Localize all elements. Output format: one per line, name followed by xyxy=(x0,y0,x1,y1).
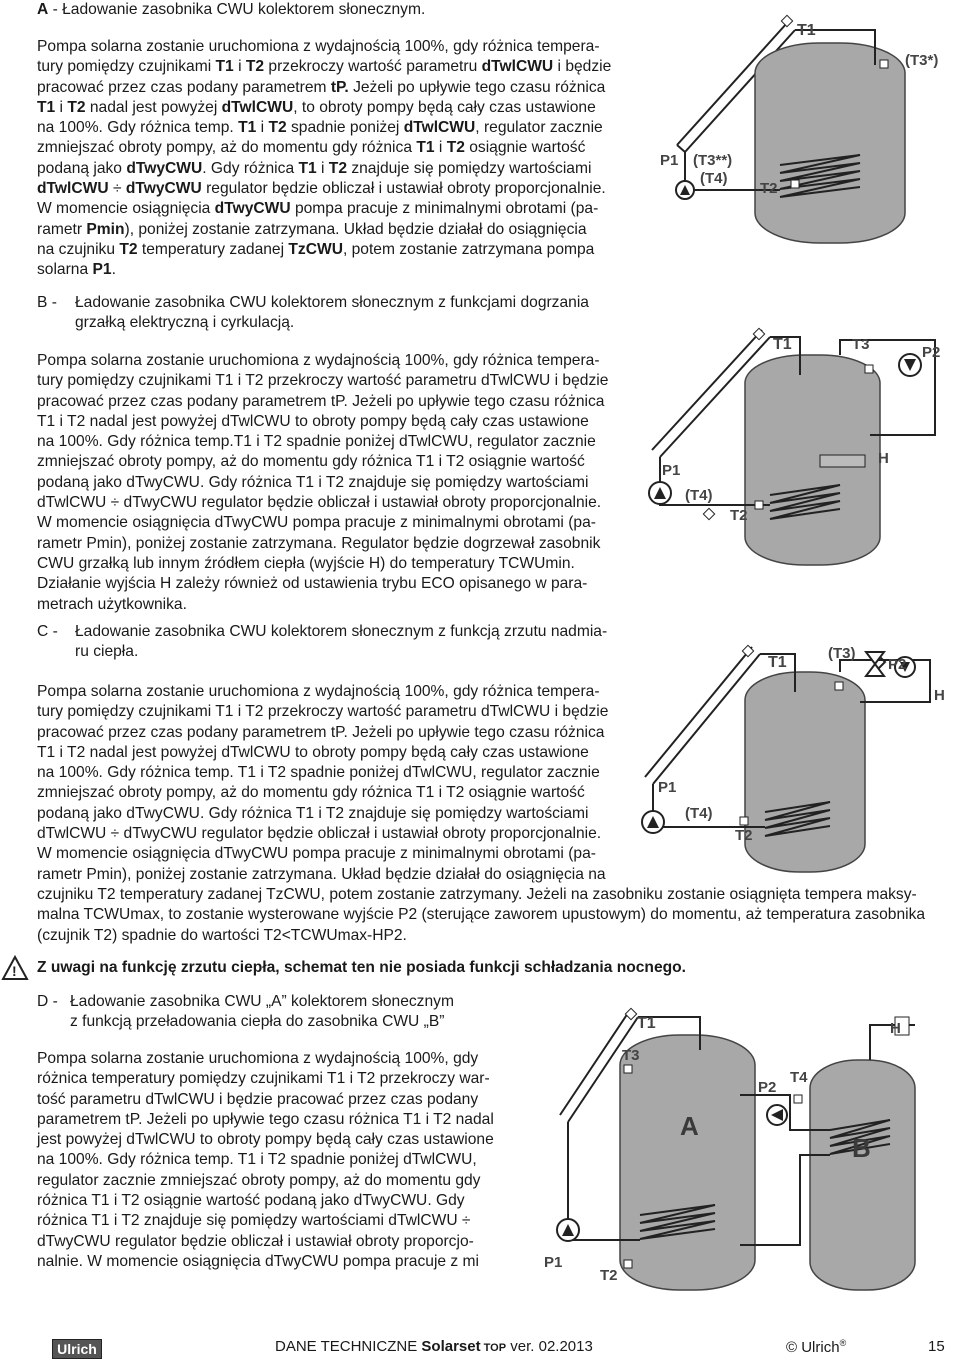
svg-text:T2: T2 xyxy=(730,507,748,524)
svg-text:T4: T4 xyxy=(790,1069,808,1086)
svg-text:H: H xyxy=(934,687,945,704)
svg-text:T2: T2 xyxy=(735,827,753,844)
svg-text:(T3): (T3) xyxy=(828,645,856,662)
diagram-a xyxy=(655,5,955,255)
tank-a xyxy=(755,43,905,243)
svg-text:(T3**): (T3**) xyxy=(693,152,733,169)
section-b-letter: B - xyxy=(37,294,57,311)
section-a-paragraph: Pompa solarna zostanie uruchomiona z wydajnością 100%, gdy różnica tempera- tury pomiędzy czujnikami T1 i T2 przekroczy wartość parametru dTwlCWU i będzie pracować przez czas podany parametrem tP. Jeżeli po upływie tego czasu różnica T1 i T2 nadal jest powyżej dTwlCWU, to obroty pompy będą cały czas ustawione na 100%. Gdy różnica temp. T1 i T2 spadnie poniżej dTwlCWU, regulator zacznie zmniejszać obroty pompy, aż do momentu gdy różnica T1 i T2 osiągnie wartość podaną jako dTwyCWU. Gdy różnica T1 i T2 znajduje się pomiędzy wartościami dTwlCWU ÷ dTwyCWU regulator będzie obliczał i ustawiał obroty proporcjonalnie. W momencie osiągnięcia dTwyCWU pompa pracuje z minimalnymi obrotami (pa- rametr Pmin), poniżej zostanie zatrzymana. Układ będzie działał do osiągnięcia na czujniku T2 temperatury zadanej TzCWU, potem zostanie zatrzymana pompa solarna P1. xyxy=(37,38,612,279)
section-a-heading xyxy=(37,0,425,20)
svg-text:P1: P1 xyxy=(544,1254,563,1271)
svg-text:T1: T1 xyxy=(773,336,792,353)
svg-text:P2: P2 xyxy=(758,1079,777,1096)
ulrich-logo: Ulrich xyxy=(52,1339,102,1359)
footer-copyright: © Ulrich® xyxy=(786,1338,847,1356)
section-c-title: Ładowanie zasobnika CWU kolektorem słonecznym z funkcją zrzutu nadmia- ru ciepła. xyxy=(75,623,608,660)
svg-text:T1: T1 xyxy=(768,654,787,671)
page-number: 15 xyxy=(928,1338,945,1355)
section-b-title: Ładowanie zasobnika CWU kolektorem słonecznym z funkcjami dogrzania grzałką elektryczną i cyrkulacją. xyxy=(75,294,589,331)
svg-text:A: A xyxy=(680,1111,699,1141)
section-d-heading xyxy=(37,992,58,1012)
warning-text: Z uwagi na funkcję zrzutu ciepła, schemat ten nie posiada funkcji schładzania nocnego. xyxy=(37,959,687,976)
svg-text:H: H xyxy=(878,450,889,467)
svg-text:P1: P1 xyxy=(662,462,681,479)
svg-text:T3: T3 xyxy=(622,1047,640,1064)
section-d-letter: D - xyxy=(37,993,58,1010)
svg-text:P1: P1 xyxy=(658,779,677,796)
section-a-letter: A xyxy=(37,1,49,18)
svg-text:(T4): (T4) xyxy=(700,170,728,187)
section-c-paragraph: Pompa solarna zostanie uruchomiona z wydajnością 100%, gdy różnica tempera- tury pomiędzy czujnikami T1 i T2 przekroczy wartość parametru dTwlCWU i będzie pracować przez czas podany parametrem tP. Jeżeli po upływie tego czasu różnica T1 i T2 nadal jest powyżej dTwlCWU to obroty pompy będą cały czas ustawione na 100%. Gdy różnica temp. T1 i T2 spadnie poniżej dTwlCWU, regulator zacznie zmniejszać obroty pompy, aż do momentu gdy różnica T1 i T2 osiągnie wartość podaną jako dTwyCWU. Gdy różnica T1 i T2 znajduje się pomiędzy wartościami dTwlCWU ÷ dTwyCWU regulator będzie obliczał i ustawiał obroty proporcjonalnie. W momencie osiągnięcia dTwyCWU pompa pracuje z minimalnymi obrotami (pa- rametr Pmin), poniżej zostanie zatrzymana. Układ będzie działał do osiągnięcia na xyxy=(37,683,609,883)
diagram-c xyxy=(630,642,950,867)
section-c-letter: C - xyxy=(37,623,58,640)
section-d-title: Ładowanie zasobnika CWU „A” kolektorem słonecznym z funkcją przeładowania ciepła do zasobnika CWU „B” xyxy=(70,993,454,1030)
svg-text:P2: P2 xyxy=(922,344,941,361)
svg-text:(T4): (T4) xyxy=(685,487,713,504)
svg-text:P2: P2 xyxy=(888,656,907,673)
svg-text:T2: T2 xyxy=(760,180,778,197)
diagram-b xyxy=(640,325,950,575)
svg-text:(T3*): (T3*) xyxy=(905,52,939,69)
section-a-title: - Ładowanie zasobnika CWU kolektorem słonecznym. xyxy=(52,1,426,18)
tank-c xyxy=(745,672,865,872)
section-b-paragraph: Pompa solarna zostanie uruchomiona z wydajnością 100%, gdy różnica tempera- tury pomiędzy czujnikami T1 i T2 przekroczy wartość parametru dTwlCWU i będzie pracować przez czas podany parametrem tP. Jeżeli po upływie tego czasu różnica T1 i T2 nadal jest powyżej dTwlCWU to obroty pompy będą cały czas ustawione na 100%. Gdy różnica temp.T1 i T2 spadnie poniżej dTwlCWU, regulator zacznie zmniejszać obroty pompy, aż do momentu gdy różnica T1 i T2 osiągnie wartość podaną jako dTwyCWU. Gdy różnica T1 i T2 znajduje się pomiędzy wartościami dTwlCWU ÷ dTwyCWU regulator będzie obliczał i ustawiał obroty proporcjonalnie. W momencie osiągnięcia dTwyCWU pompa pracuje z minimalnymi obrotami (pa- rametr Pmin), poniżej zostanie zatrzymana. Regulator będzie dogrzewał zasobnik CWU grzałką lub innym źródłem ciepła (wyjście H) do temperatury TCWUmin. Działanie wyjścia H zależy również od ustawienia trybu ECO opisanego w para- metrach użytkownika. xyxy=(37,352,609,613)
footer-title: DANE TECHNICZNE Solarset TOP ver. 02.2013 xyxy=(275,1338,593,1355)
svg-text:H: H xyxy=(890,1020,901,1037)
svg-text:T1: T1 xyxy=(797,22,816,39)
warning-icon xyxy=(2,956,28,980)
svg-text:T1: T1 xyxy=(637,1015,656,1032)
svg-text:(T4): (T4) xyxy=(685,805,713,822)
heater-icon xyxy=(820,455,865,467)
section-c-heading xyxy=(37,622,58,642)
svg-text:B: B xyxy=(852,1133,871,1163)
section-c-paragraph-wide: czujniku T2 temperatury zadanej TzCWU, potem zostanie zatrzymany. Jeżeli na zasobniku zostanie osiągnięta tempera maksy- malna TCWUmax, to zostanie wysterowane wyjście P2 (sterujące zaworem upustowym) do momentu, aż temperatura zasobnika (czujnik T2) spadnie do wartości T2<TCWUmax-HP2. xyxy=(37,886,926,944)
svg-text:T3: T3 xyxy=(852,336,870,353)
svg-text:T2: T2 xyxy=(600,1267,618,1284)
tank-a-d xyxy=(620,1035,755,1290)
section-d-paragraph: Pompa solarna zostanie uruchomiona z wydajnością 100%, gdy różnica temperatury pomiędzy czujnikami T1 i T2 przekroczy war- tość parametru dTwlCWU i będzie pracować przez czas podany parametrem tP. Jeżeli po upływie tego czasu różnica T1 i T2 nadal jest powyżej dTwlCWU to obroty pompy będą cały czas ustawione na 100%. Gdy różnica temp. T1 i T2 spadnie poniżej dTwlCWU, regulator zacznie zmniejszać obroty pompy, aż do momentu gdy różnica T1 i T2 osiągnie wartość podaną jako dTwyCWU. Gdy różnica T1 i T2 znajduje się pomiędzy wartościami dTwlCWU ÷ dTwyCWU regulator będzie obliczał i ustawiał obroty proporcjo- nalnie. W momencie osiągnięcia dTwyCWU pompa pracuje z mi xyxy=(37,1050,494,1270)
svg-text:!: ! xyxy=(12,963,17,979)
section-b-heading xyxy=(37,293,57,313)
svg-text:P1: P1 xyxy=(660,152,679,169)
diagram-d xyxy=(540,1005,920,1295)
tank-b-d xyxy=(810,1060,915,1290)
